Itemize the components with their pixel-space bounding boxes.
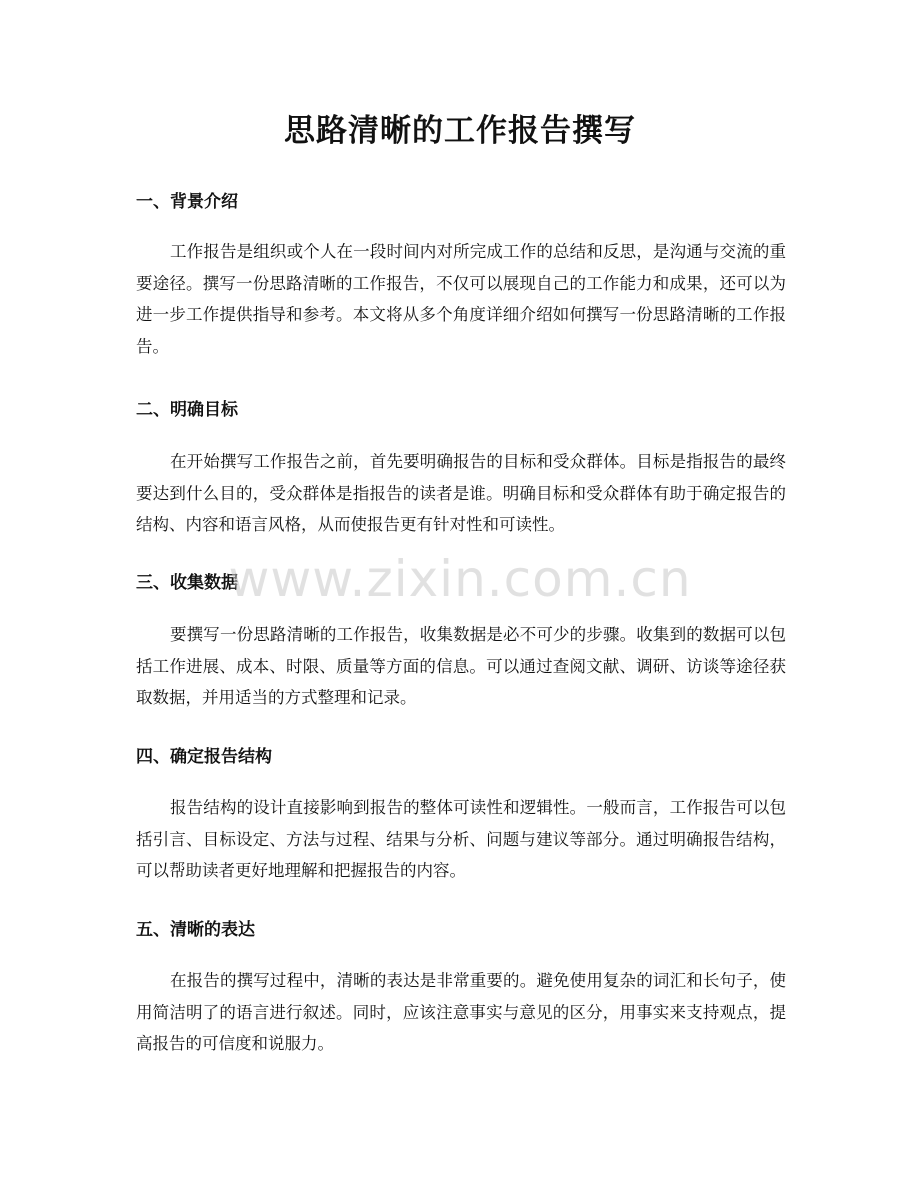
section-heading-structure: 四、确定报告结构: [136, 747, 272, 767]
section-paragraph-data: 要撰写一份思路清晰的工作报告，收集数据是必不可少的步骤。收集到的数据可以包括工作进展、成本、时限、质量等方面的信息。可以通过查阅文献、调研、访谈等途径获取数据，并用适当的方式整理和记录。: [136, 625, 786, 707]
section-paragraph-goals: 在开始撰写工作报告之前，首先要明确报告的目标和受众群体。目标是指报告的最终要达到什么目的，受众群体是指报告的读者是谁。明确目标和受众群体有助于确定报告的结构、内容和语言风格，从而使报告更有针对性和可读性。: [136, 452, 786, 534]
section-heading-goals: 二、明确目标: [136, 400, 238, 420]
section-paragraph-background: 工作报告是组织或个人在一段时间内对所完成工作的总结和反思，是沟通与交流的重要途径。撰写一份思路清晰的工作报告，不仅可以展现自己的工作能力和成果，还可以为进一步工作提供指导和参考。本文将从多个角度详细介绍如何撰写一份思路清晰的工作报告。: [136, 242, 786, 356]
page-title: 思路清晰的工作报告撰写: [284, 113, 636, 149]
section-paragraph-expression: 在报告的撰写过程中，清晰的表达是非常重要的。避免使用复杂的词汇和长句子，使用简洁明了的语言进行叙述。同时，应该注意事实与意见的区分，用事实来支持观点，提高报告的可信度和说服力。: [136, 971, 786, 1053]
section-paragraph-structure: 报告结构的设计直接影响到报告的整体可读性和逻辑性。一般而言，工作报告可以包括引言、目标设定、方法与过程、结果与分析、问题与建议等部分。通过明确报告结构，可以帮助读者更好地理解和把握报告的内容。: [136, 798, 786, 880]
watermark-text: www.zixin.com.cn: [228, 550, 692, 608]
section-heading-data: 三、收集数据: [136, 573, 238, 593]
section-heading-background: 一、背景介绍: [136, 192, 238, 212]
section-heading-expression: 五、清晰的表达: [136, 920, 255, 940]
